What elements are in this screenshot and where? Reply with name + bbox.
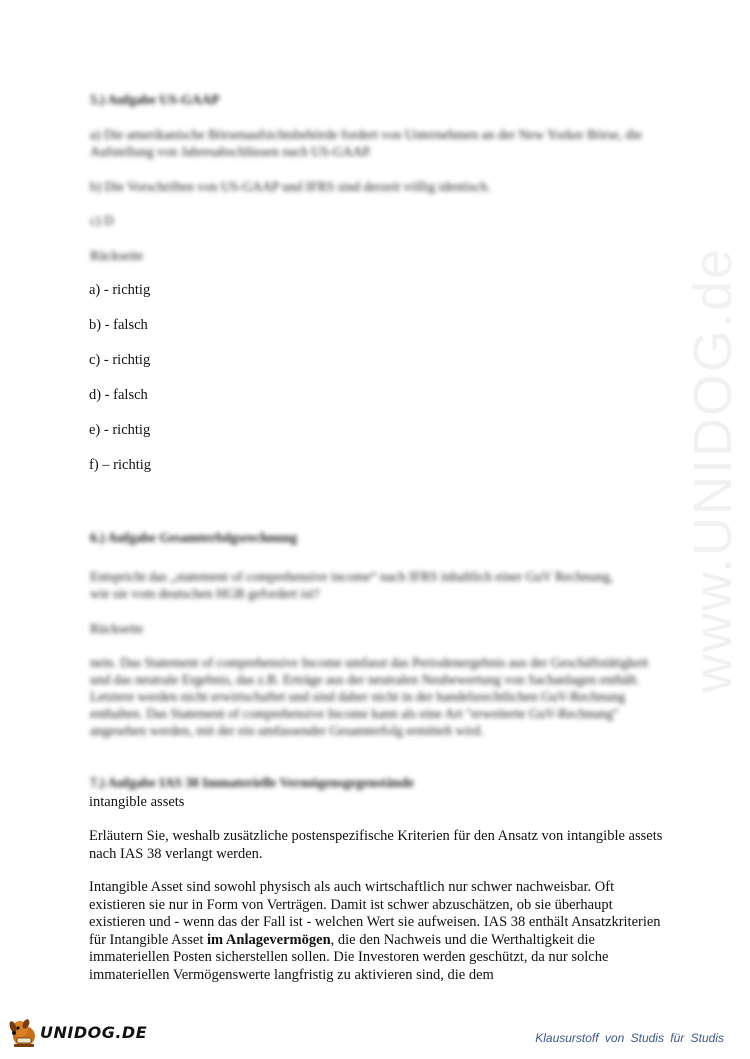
section5-question-a: a) Die amerikanische Börsenaufsichtsbehörde fordert von Unternehmen an der New Yorker Börse, die Aufstellung von Jahresabschlüssen nach US-GAAP. xyxy=(90,127,642,159)
section5-question-b: b) Die Vorschriften von US-GAAP und IFRS sind derzeit völlig identisch. xyxy=(90,179,491,194)
section6-question: Entspricht das „statement of comprehensive income“ nach IFRS inhaltlich einer GuV Rechnung, wie sie vom deutschen HGB gefordert ist? xyxy=(90,569,614,601)
section5-back-label: Rückseite xyxy=(90,248,144,263)
logo-text: UNIDOG.DE xyxy=(40,1023,148,1042)
section6-heading: 6.) Aufgabe Gesamterfolgsrechnung xyxy=(90,530,298,545)
answer-text: , die den Nachweis und die Werthaltigkeit die immateriellen Posten sicherstellen sollen. Die Investoren werden geschützt, da nur solche immateriellen Vermögenswerte langfristig zu aktivieren sind, die dem xyxy=(89,931,609,983)
section7-question: Erläutern Sie, weshalb zusätzliche postenspezifische Kriterien für den Ansatz von intangible assets nach IAS 38 verlangt werden. xyxy=(89,828,663,862)
answer-item: b) - falsch xyxy=(89,317,148,333)
watermark: www.UNIDOG.de xyxy=(683,246,743,694)
footer-tagline: Klausurstoff von Studis für Studis xyxy=(535,1031,724,1045)
answer-item: c) - richtig xyxy=(89,352,151,368)
section7-answer xyxy=(89,879,669,984)
answer-emphasis: im Anlagevermögen xyxy=(207,931,331,948)
section5-question-c: c) D xyxy=(90,213,114,228)
dog-icon xyxy=(4,1012,44,1052)
answer-item: a) - richtig xyxy=(89,282,151,298)
answer-item: f) – richtig xyxy=(89,457,152,473)
answer-item: d) - falsch xyxy=(89,387,148,403)
answer-text: Intangible Asset sind sowohl physisch als auch wirtschaftlich nur schwer nachweisbar. Oft existieren sie nur in Form von Verträgen. Damit ist schwer abzuschätzen, ob sie überhaupt existieren und - wenn das der Fall ist - welchen Wert sie aufweisen. IAS 38 enthält Ansatzkriterien für Intangible Asset xyxy=(89,879,661,948)
section5-heading: 5.) Aufgabe US-GAAP xyxy=(90,92,220,107)
section6-back-label: Rückseite xyxy=(90,621,144,636)
unidog-logo xyxy=(4,1012,154,1052)
section7-heading: 7.) Aufgabe IAS 38 Immaterielle Vermögensgegenstände xyxy=(90,775,414,790)
answer-item: e) - richtig xyxy=(89,422,151,438)
section6-answer: nein. Das Statement of comprehensive Income umfasst das Periodenergebnis aus der Geschäftstätigkeit und das neutrale Ergebnis, das z.B. Erträge aus der neutralen Neubewertung von Sachanlagen enthält. Letztere werden nicht erwirtschaftet und sind daher nicht in der handelsrechtlichen GuV-Rechnung enthalten. Das Statement of comprehensive Income kann als eine Art "erweiterte GuV-Rechnung" angesehen werden, mit der ein umfassender Gesamterfolg ermittelt wird. xyxy=(90,655,649,738)
section7-subheading: intangible assets xyxy=(89,794,185,810)
